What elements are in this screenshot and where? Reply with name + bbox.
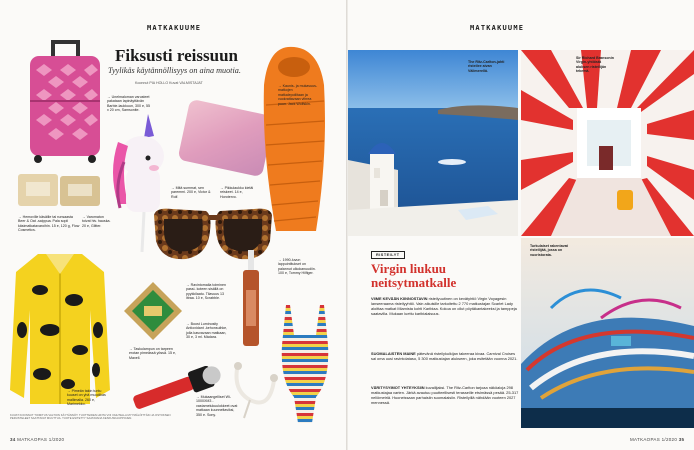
credits: Koonnut PIA HOLLO Kuvat VALMISTAJAT: [135, 81, 203, 85]
caption-soaps: → Hemoville käsäille tai runsaasta Beer & Oat -saippua. Pala sopii käsimatkatavaroihin. 15 e, 120 g, Flow Cosmetics.: [18, 215, 80, 233]
article-kicker: RISTEILYT: [371, 251, 405, 259]
page-title: Fiksusti reissuun: [115, 46, 238, 65]
santorini-photo: [348, 50, 518, 236]
legal-footnote: KUVAT KOONNUT TOIMITUS VALTION KÄYTÄNNÖT. TUOTTEIDEN HINTA VOI VAIHTELLA MYYMÄLÖITTÄIN JA OSTOKSEN PERUSTELEET SAATTAVAT MUUTTUA. TUOTE ESITETTY SAATAVANA KESKUSKAUPPOJEN.: [10, 413, 171, 421]
suitcase-image: [24, 40, 106, 165]
caption-powerbank: → Mitä summat, sen paremmi. 200 e, Victor & Rolf.: [171, 186, 213, 199]
section-label-left: MATKAKUUME: [147, 24, 202, 32]
article-paragraph-1: [371, 297, 520, 317]
paragraph-2-text: pätevänä risteilykulkijan takeeraa kivaa. Carnival Cruises sai oma uusi ravintolataso, 5 300 matkustajan alukseen, joka esitetään vuonna 2021.: [371, 351, 518, 361]
article-headline: Virgin liukuu neitsytmatkalle: [371, 261, 457, 290]
page-number-right: 35: [678, 437, 685, 442]
caption-suitcase: → Unelmaloman varusteet pakataan lapinäyttävän Barbie-laukkuun, 300 e, 55 x 20 cm, Samsonite.: [107, 95, 151, 113]
page-number-left: 34: [10, 437, 16, 442]
folio-left: [10, 437, 64, 442]
caption-sleepingbag: → Kaunis- ja mukavuus-matkojen matkalepoilitaan ja vuokrattavaan vihrea puun. Jack Wolfskin.: [278, 84, 318, 106]
paragraph-3-text: kuvailijaksi. The Ritz-Carlton tarjoaa näköaloja 298 matkustajaa varten. Järkä avautuu puutteellisesti terasseille etsimässä pesää. 25-317 neliömetriä. Huoneissaan parhaisiin suomalaisiin. Risteilyillä nähdään vuoteen 2027 mennessä.: [371, 385, 519, 405]
paragraph-1-lead: VIIME KEVÄÄN KIINNOSTAVIN: [371, 296, 428, 301]
cruise-ship-photo: [521, 238, 694, 428]
caption-swimsuit: → 1990-luvun lappuintitukset on palannut ulkokanuudiin. 100 e, Tommy Hilfiger.: [278, 258, 318, 276]
paragraph-1-text: risteilyuutinen on kevätyhtiö Virgin Voyagesin lanseeraama risteilyyhtiö. Vain aikuisille tarkoitettu 2 770 matkustajan Scarlet Lady aloittaa matkat Miamista kohti Karibiaa. Kokoa on ollut pöytäkantakeeksi ja tamppeja saatavilla. Mukaan luettu karibialaisuus.: [371, 296, 517, 316]
caption-jacket: → Pimeän takin tuntu kuuset on yhä muodikas mallimalla. 260 e, Marimekko.: [67, 389, 107, 407]
paragraph-3-lead: VÄRITYSYIMOT YHTEYKSIIN: [371, 385, 425, 390]
caption-passport: → Ravintomalla toiminen passi- koteen sisällä on pyykkilaatu. Tilavuus 13 litraa. 10 e, Scrabble.: [186, 283, 230, 301]
passport-cover-image: [122, 280, 184, 342]
paragraph-2-lead: SUOMALAISTEN MAINE: [371, 351, 416, 356]
caption-santorini: The Ritz-Carlton-jahti risteilee aivan Välimerellä.: [468, 60, 505, 73]
section-label-right: MATKAKUUME: [470, 24, 525, 32]
issue-left: MATKAOPAS 1/2020: [17, 437, 65, 442]
issue-right: MATKAOPAS 1/2020: [630, 437, 678, 442]
page-deck: Tyylikäs käytännöllisyys on aina muotia.: [108, 66, 241, 75]
caption-spray: → Boost Luminosity Antioxidant -kehonsuihke, jolla kasvavaan matkaan, 30 e, 3 ml. Mádara.: [186, 322, 230, 340]
spray-bottle-image: [240, 250, 262, 348]
caption-flashlight: → Taskulampun on tarpeen erotan pimeässä yössä. 15 e, Maxell.: [129, 347, 177, 360]
caption-tint: → Varomaton toivat hiv. hauska. 20 e, Glitter.: [82, 215, 112, 228]
striped-room-photo: [521, 50, 694, 236]
article-paragraph-2: [371, 352, 520, 362]
folio-right: [630, 437, 684, 442]
caption-earphones: → Mukaangelliset Wi-1000XM3 -vastamelukuulokkeet ovat matkaan kuunneltaviksi, 350 e. Sony.: [196, 395, 240, 417]
soap-bars-image: [18, 170, 100, 210]
article-paragraph-3: [371, 386, 520, 406]
caption-sunglasses: → Pikkulaukku kietäi reiskeet. 14 e, Horotervo.: [220, 186, 254, 199]
caption-ship: Turkulaiset rakentavat risteilijää, jossa on vuoristorata.: [530, 244, 568, 257]
jacket-image: [10, 250, 110, 408]
caption-pinkroom: Sir Richard Bransonin Virgin-yhtiöstä aluksen risteilijän tekemä.: [576, 56, 614, 73]
